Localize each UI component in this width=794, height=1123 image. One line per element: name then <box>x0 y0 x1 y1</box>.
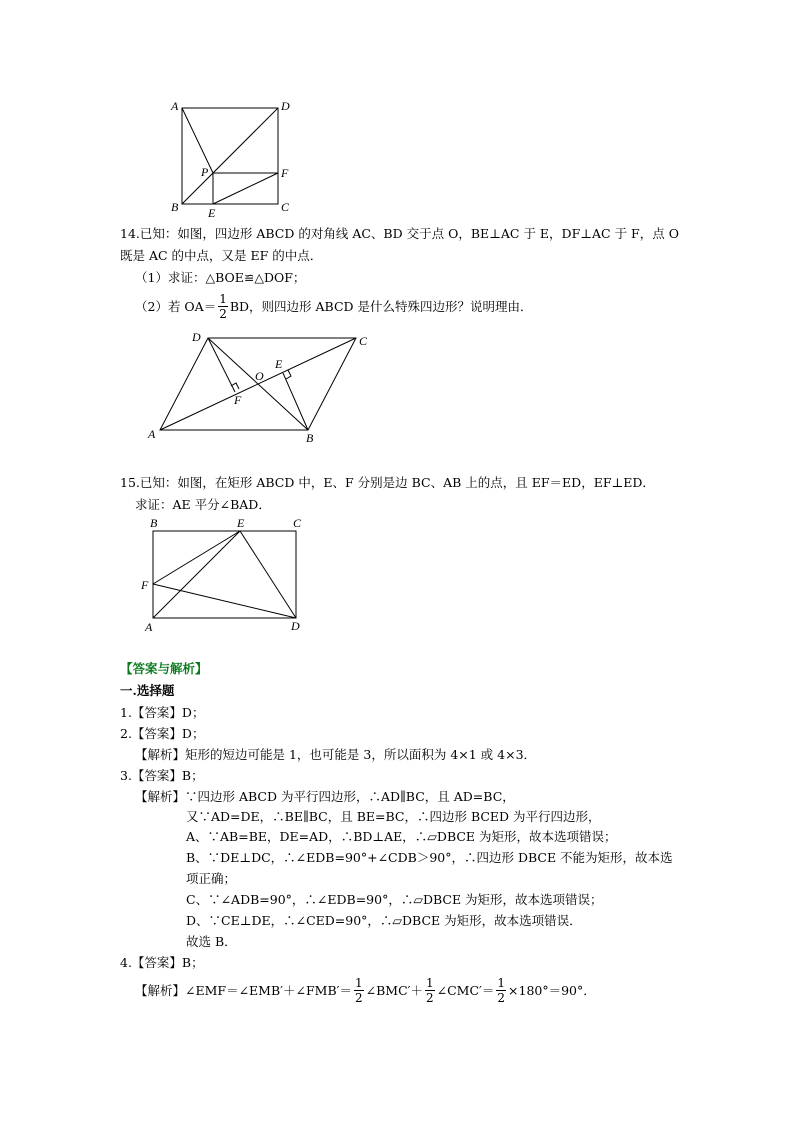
answer-3-line8: 故选 B． <box>186 934 237 949</box>
figure-quadrilateral-abcd <box>140 326 380 448</box>
answer-4-part4: ×180°＝90°． <box>508 983 596 998</box>
fraction-numerator: 1 <box>425 975 434 990</box>
section-title: 一.选择题 <box>120 683 175 698</box>
label-e: E <box>237 516 245 530</box>
q14-part1: （1）求证：△BOE≌△DOF； <box>135 270 306 285</box>
answer-3-line3: A、∵AB=BE，DE=AD，∴BD⊥AE，∴▱DBCE 为矩形，故本选项错误； <box>186 829 617 844</box>
fraction-half-3 <box>496 977 506 1004</box>
fraction-denominator: 2 <box>497 990 506 1005</box>
label-c: C <box>281 200 290 214</box>
q14-part2 <box>135 288 533 324</box>
answer-3-line6: C、∵∠ADB=90°，∴∠EDB=90°，∴▱DBCE 为矩形，故本选项错误； <box>186 892 603 907</box>
fraction-denominator: 2 <box>354 990 363 1005</box>
label-b: B <box>306 431 314 445</box>
label-b: B <box>171 200 179 214</box>
segment-ap <box>182 108 213 173</box>
answer-4-explanation <box>135 970 596 1010</box>
fraction-numerator: 1 <box>497 975 506 990</box>
answer-3-line2: 又∵AD=DE，∴BE∥BC，且 BE=BC，∴四边形 BCED 为平行四边形， <box>186 809 601 824</box>
diagonal-bd <box>182 108 278 204</box>
right-angle-e <box>286 370 291 379</box>
label-c: C <box>359 334 368 348</box>
answer-3-line5: 项正确； <box>186 871 237 886</box>
q15-line2: 求证：AE 平分∠BAD． <box>135 497 271 512</box>
fraction-numerator: 1 <box>354 975 363 990</box>
segment-ed <box>240 531 296 618</box>
rectangle-outline <box>153 531 296 618</box>
answer-4-part1: 【解析】∠EMF＝∠EMB′＋∠FMB′＝ <box>135 983 352 998</box>
fraction-numerator: 1 <box>219 291 227 306</box>
fraction-denominator: 2 <box>425 990 434 1005</box>
answer-3-line1: 【解析】∵四边形 ABCD 为平行四边形，∴AD∥BC，且 AD=BC， <box>135 789 515 804</box>
label-e: E <box>208 206 216 220</box>
segment-df <box>208 338 235 392</box>
diagonal-bd <box>208 338 308 430</box>
label-a: A <box>148 427 156 441</box>
segment-ef <box>213 173 278 204</box>
fraction-half-2 <box>425 977 435 1004</box>
answer-3: 3.【答案】B； <box>120 768 204 783</box>
answer-2-explanation: 【解析】矩形的短边可能是 1，也可能是 3，所以面积为 4×1 或 4×3． <box>135 747 537 762</box>
label-p: P <box>201 165 209 179</box>
segment-ae <box>153 531 240 618</box>
answer-4-part3: ∠CMC′＝ <box>436 983 495 998</box>
answer-3-line7: D、∵CE⊥DE，∴∠CED=90°，∴▱DBCE 为矩形，故本选项错误． <box>186 913 582 928</box>
q14-part2-pre: （2）若 OA＝ <box>135 299 217 314</box>
answer-1: 1.【答案】D； <box>120 705 205 720</box>
answer-4: 4.【答案】B； <box>120 955 204 970</box>
q14-line1: 14.已知：如图，四边形 ABCD 的对角线 AC、BD 交于点 O，BE⊥AC 于 E，DF⊥AC 于 F，点 O <box>120 226 679 241</box>
label-b: B <box>150 516 158 530</box>
label-f: F <box>141 578 149 592</box>
q14-line2: 既是 AC 的中点，又是 EF 的中点． <box>120 248 323 263</box>
answer-4-part2: ∠BMC′＋ <box>365 983 423 998</box>
answer-2: 2.【答案】D； <box>120 726 205 741</box>
answer-3-line4: B、∵DE⊥DC，∴∠EDB=90°+∠CDB＞90°，∴四边形 DBCE 不能为矩形，故本选 <box>186 850 673 865</box>
segment-be <box>283 373 308 430</box>
fraction-denominator: 2 <box>219 306 227 321</box>
label-d: D <box>192 330 201 344</box>
label-e: E <box>275 357 283 371</box>
label-c: C <box>293 516 302 530</box>
label-a: A <box>171 99 179 113</box>
q14-part2-post: BD，则四边形 ABCD 是什么特殊四边形？说明理由． <box>229 299 533 314</box>
label-o: O <box>255 369 264 383</box>
label-d: D <box>281 99 290 113</box>
fraction-half-1 <box>354 977 364 1004</box>
answers-header: 【答案与解析】 <box>120 661 208 676</box>
figure-square-abcd <box>165 96 300 221</box>
segment-fe <box>153 531 240 584</box>
label-d: D <box>291 619 300 633</box>
segment-fd <box>153 584 296 618</box>
fraction-half <box>218 293 228 320</box>
label-f: F <box>234 393 242 407</box>
label-a: A <box>145 620 153 634</box>
figure-rectangle-abcd <box>138 512 313 636</box>
label-f: F <box>281 166 289 180</box>
q15-line1: 15.已知：如图，在矩形 ABCD 中，E、F 分别是边 BC、AB 上的点，且 EF＝ED，EF⊥ED． <box>120 475 655 490</box>
